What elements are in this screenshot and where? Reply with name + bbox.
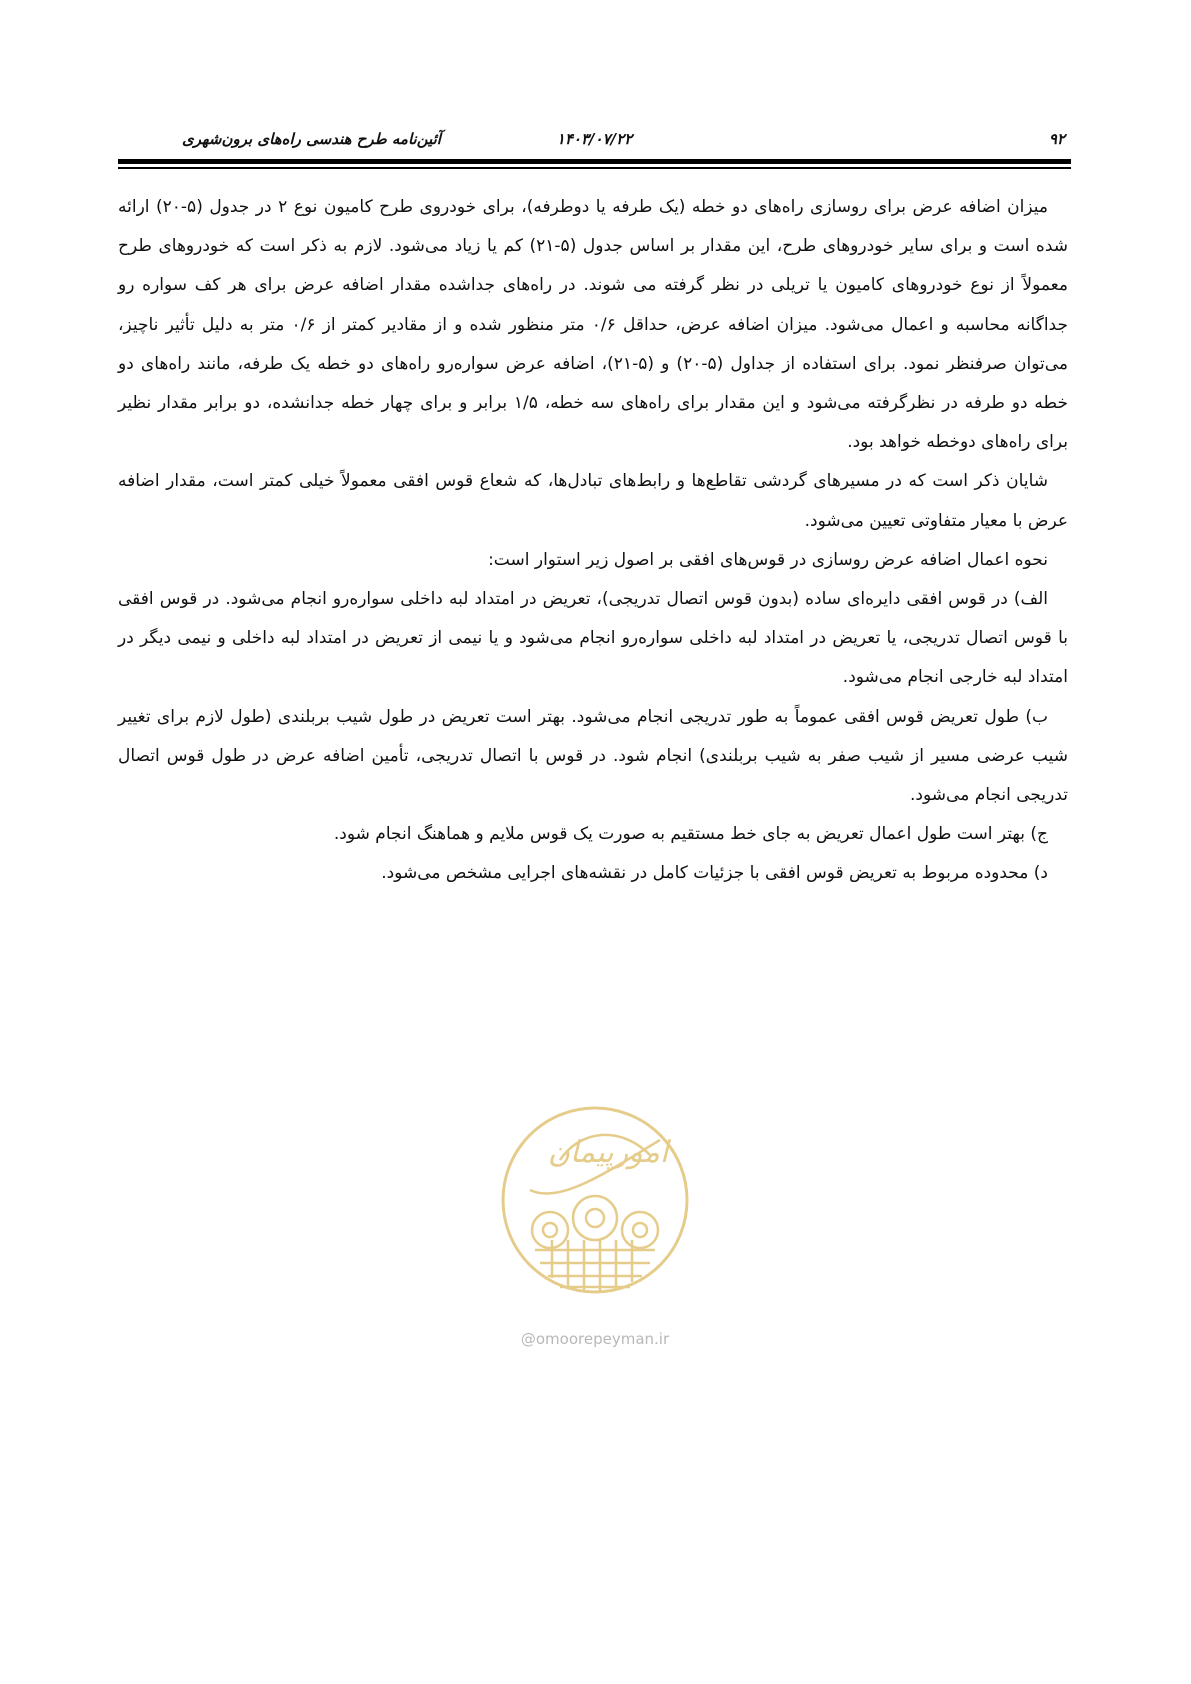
paragraph-principles-intro: نحوه اعمال اضافه عرض روسازی در قوس‌های افقی بر اصول زیر استوار است: (488, 549, 1048, 570)
paragraph-item-alef: الف) در قوس افقی دایره‌ای ساده (بدون قوس اتصال تدریجی)، تعریض در امتداد لبه داخلی سواره‌رو انجام می‌شود. در قوس افقی با قوس اتصال تدریجی، یا تعریض در امتداد لبه داخلی سواره‌رو انجام می‌شود و یا نیمی از تعریض در امتداد لبه داخلی و نیمی دیگر در امتداد لبه خارجی انجام می‌شود. (118, 589, 1068, 688)
watermark-logo (490, 1100, 700, 1325)
header-title: آئین‌نامه طرح هندسی راه‌های برون‌شهری (182, 130, 441, 148)
header-rule-thin (118, 167, 1071, 169)
paragraph-widening-tables: میزان اضافه عرض برای روسازی راه‌های دو خطه (یک طرفه یا دوطرفه)، برای خودروی طرح کامیون نوع ۲ در جدول (۵-۲۰) ارائه شده است و برای سایر خودروهای طرح، این مقدار بر اساس جدول (۵-۲۱) کم یا زیاد می‌شود. لازم به ذکر است که خودروهای طرح معمولاً از نوع خودروهای کامیون یا تریلی در نظر گرفته می شوند. در راه‌های جداشده مقدار اضافه عرض برای هر کف سواره رو جداگانه محاسبه و اعمال می‌شود. میزان اضافه عرض، حداقل ۰/۶ متر منظور شده و از مقادیر کمتر از ۰/۶ متر به دلیل تأثیر ناچیز، می‌توان صرفنظر نمود. برای استفاده از جداول (۵-۲۰) و (۵-۲۱)، اضافه عرض سواره‌رو راه‌های دو خطه یک طرفه، مانند راه‌های دو خطه دو طرفه در نظرگرفته می‌شود و این مقدار برای راه‌های سه خطه، ۱/۵ برابر و برای چهار خطه جدانشده، دو برابر مقدار نظیر برای راه‌های دوخطه خواهد بود. (118, 197, 1069, 453)
paragraph-turning-roadways: شایان ذکر است که در مسیرهای گردشی تقاطع‌ها و رابط‌های تبادل‌ها، که شعاع قوس افقی معمولاً خیلی کمتر است، مقدار اضافه عرض با معیار متفاوتی تعیین می‌شود. (118, 471, 1068, 531)
watermark-logo-text: امورپیمان (547, 1135, 669, 1170)
header-date: ۱۴۰۳/۰۷/۲۲ (556, 130, 633, 148)
body-text (118, 188, 1068, 894)
watermark (490, 1100, 700, 1350)
page-header (118, 128, 1071, 150)
header-rule-thick (118, 159, 1071, 164)
page-number: ۹۲ (1048, 130, 1065, 148)
watermark-url: @omoorepeyman.ir (520, 1330, 670, 1348)
paragraph-item-dal: د) محدوده مربوط به تعریض قوس افقی با جزئیات کامل در نقشه‌های اجرایی مشخص می‌شود. (381, 863, 1048, 884)
paragraph-item-be: ب) طول تعریض قوس افقی عموماً به طور تدریجی انجام می‌شود. بهتر است تعریض در طول شیب بربلندی (طول لازم برای تغییر شیب عرضی مسیر از شیب صفر به شیب بربلندی) انجام شود. در قوس با اتصال تدریجی، تأمین اضافه عرض در طول قوس اتصال تدریجی انجام می‌شود. (118, 706, 1068, 806)
paragraph-item-jim: ج) بهتر است طول اعمال تعریض به جای خط مستقیم به صورت یک قوس ملایم و هماهنگ انجام شود. (333, 824, 1048, 845)
